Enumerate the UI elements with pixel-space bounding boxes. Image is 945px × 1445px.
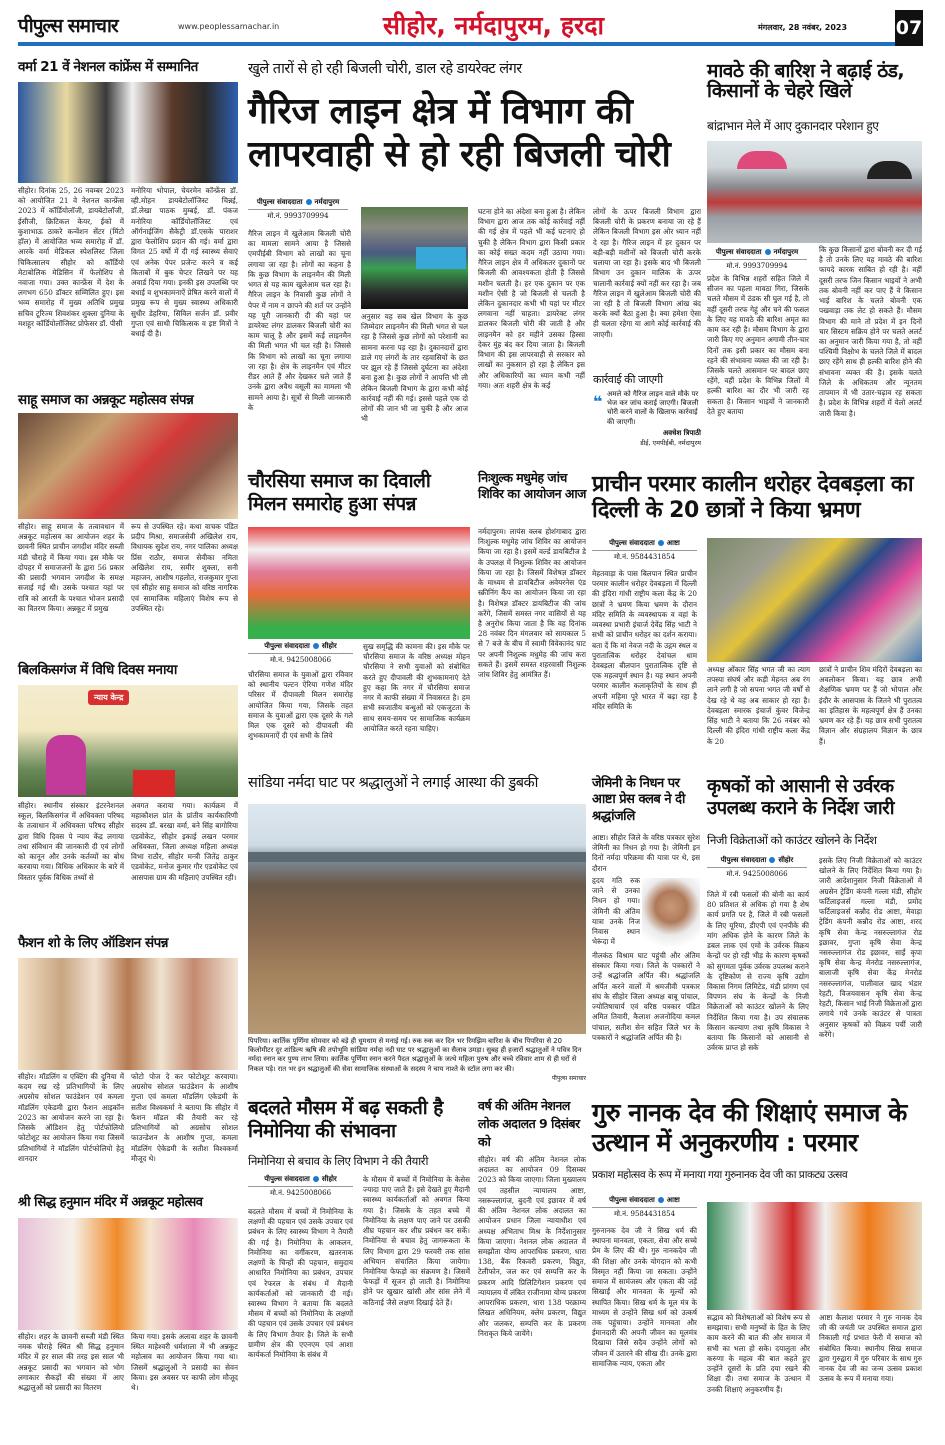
page-number: 07 [895,10,923,46]
story-chaurasia [248,470,470,770]
byline-name: पीपुल्स संवाददाता [715,248,762,256]
body-col-2: फोटो पोज दे कर फोटोशूट करवाया। अग्रसोच सोशल फाउंडेशन के आशीष गुप्ता एवं कमला मॉडलिंग एकेडमी के सतीश विश्वकर्मा ने बताया कि सीहोर में फैशन मॉडल की तैयारी कर रहे प्रतिभागियों को अग्रसोच सोशल फाउन्डेशन के आशीष गुप्ता, कमला मॉडलिंग ऐकेडमी के सतीश विश्वकर्मा मौजूद थे। [131,1072,238,1163]
byline-name: पीपुल्स संवाददाता [264,1175,310,1183]
story-fashion [18,936,238,1191]
mobile-number: मो.नं. 9425008066 [726,870,788,878]
mobile-number: मो.नं. 9584431854 [613,1210,676,1218]
body-col-1: नर्मदापुरम। लायंस क्लब होशंगाबाद द्वारा निःशुल्क मधुमेह जांच शिविर का आयोजन किया जा रहा है। इसमें वर्ल्ड डायबिटीज डे के उपलक्ष में निशुल्क शिविर का आयोजन किया जा रहा है। जिसमें विशेषज्ञ डॉक्टर के माध्यम से डायबिटीज अवेयरनेस एंड स्क्रीनिंग कैंप का आयोजन किया जा रहा है। विशेषज्ञ डॉक्टर डायबिटीज की जांच करेंगे, जिसमें समस्त नगर वासियों से यह है अनुरोध किया जाता है कि वह दिनांक 28 नवंबर दिन मंगलवार को सायकाल 5 से 7 बजे के बीच में स्वामी विवेकानंद घाट पर अपनी निशुल्क मधुमेह की जांच करा सकते हैं। इसमें समस्त शहरवासी निशुल्क जांच शिविर हेतु आमंत्रित हैं। [478,527,586,680]
byline-name: पीपुल्स संवाददाता [264,642,310,650]
dot-icon [769,857,775,863]
byline-place: नर्मदापुरम [773,248,799,256]
box-name: अवधेश त्रिपाठी [662,429,701,438]
byline [592,539,697,551]
headline: प्राचीन परमार कालीन धरोहर देवबड़ला का दिल्ली के 20 छात्रों ने किया भ्रमण [592,472,914,524]
byline [707,856,807,868]
dot-icon [765,249,771,255]
mobile-number: मो.नं. 9584431854 [613,553,676,561]
dot-icon [306,199,312,205]
body-side: हृदय गति रुक जाने से उनका निधन हो गया। जेमिनी की अंतिम यात्रा उनके निज निवास स्थान भेरूंदा में [592,876,640,947]
headline: गैरिज लाइन क्षेत्र में विभाग की लापरवाही से हो रही बिजली चोरी [248,91,671,176]
photo-students-group [707,538,922,662]
body-col-2: किया गया। इसके अलावा शहर के छावनी स्थित माहेश्वरी धर्मशाला में भी अन्नकूट महोत्सव का आयोजन किया गया था। जिसमें श्रद्धालुओं ने प्रसादी का सेवन किया। इस अवसर पर काफी लोग मौजूद थे। [131,1332,238,1393]
body-col-1: सीहोर। स्थानीय संस्कार इंटरनेशनल स्कूल, बिलकिसगंज में अधिवक्ता परिषद के तत्वाधान में अधिवक्ता परिषद सीहोर द्वारा विधि दिवस पे न्याय केंद्र लगाया तथा संविधान की जानकारी दी एवं लोगों को कानून और उनके कर्तव्यों का बोध करवाया गया। विधिक अधिकार के बारे में विस्तार पूर्वक विधिक तथ्यों से [18,801,124,882]
byline [248,642,353,654]
body-col-4: लोगों के ऊपर बिजली विभाग द्वारा बिजली चोरी के प्रकरण बनाया जा रहे हैं लेकिन बिजली विभाग इस ओर ध्यान नहीं दे रहा है। गैरिज लाइन में हर दुकान पर बड़ी-बड़ी मशीनों को बिजली चोरी करके चलाया जा रहा है। इसके बाद भी बिजली विभाग उन दुकान मालिक के ऊपर चालानी कार्रवाई क्यों नहीं कर रहा है। जब गैरिज लाइन में खुलेआम बिजली चोरी की जा रही है तो बिजली विभाग आंख बंद करके क्यों बैठा हुआ है। क्या हमेशा ऐसा ही चलता रहेगा या आगे कोई कार्रवाई की जाएगी। [593,207,701,339]
story-hanuman [18,1196,238,1426]
photo-diwali-milan [248,527,470,639]
headline: वर्ष की अंतिम नेशनल लोक अदालत 9 दिसंबर को [478,1098,580,1150]
body-col-2: कि कुछ किसानों द्वारा बोवनी कर दी गई है तो उनके लिए यह मावठे की बारिश फायदे कारक साबित हो रही है। वहीं दूसरी तरफ जिन किसान भाइयों ने अभी तक बोवनी नहीं कर पाए हैं वे किसान भाई बारिश के चलते बोवनी एक पखवाड़ा तक लेट हो सकते हैं। मौसम विभाग की माने तो प्रदेश में इन दिनों चार सिस्टम सक्रिय होने पर चलते अलर्ट का अनुमान जारी किया गया है, तो वहीं पश्चिमी विक्षोभ के चलते जिले में बादल छाए रहेंगे साथ ही हल्की बारिश होने की संभावना व्यक्त की है। इसके चलते जिले के अधिकतम और न्यूनतम तापमान में भी उतार-चढ़ाव रह सकता है। प्रदेश के विभिन्न शहरों में येलो अलर्ट जारी किया है। [819,245,922,418]
body-col-3: छात्रों ने प्राचीन शिव मंदिरों देवबड़ला का अवलोकन किया। यह छात्र अभी शैक्षणिक भ्रमण पर हैं जो भोपाल और इंदौर के आसपास के जितने भी पुरातत्व का इतिहास के महत्वपूर्ण क्षेत्र हैं उनका भ्रमण कर रहे हैं। यह छात्र सभी पुरातत्व विज्ञान और संग्रहालय विज्ञान के छात्र हैं। [819,665,922,746]
byline-name: पीपुल्स संवाददाता [720,856,767,864]
subhead: बांद्राभान मेले में आए दुकानदार परेशान हुए [707,119,879,133]
photo-narmada-ghat-crowd [248,804,586,1034]
story-mawthe [707,62,922,467]
byline-place: सीहोर [321,1175,337,1183]
body-col-1: सीहोर। मॉडलिंग व एक्टिंग की दुनिया में कदम रख रहे प्रतिभागियों के लिए अग्रसोच सोशल फाउंडेशन एवं कमला मॉडलिंग एकेडमी द्वारा फैशन आइकॉन 2023 का आयोजन करने जा रहा है। जिसके ऑडिशन हेतु पोर्टफोलियो फोटोशूट का आयोजन किया गया जिसमें प्रतिभागियों ने मॉडलिंग पोर्टफोलियो हेतु शानदार [18,1072,124,1163]
byline-block [592,539,697,562]
photo-rain-fair [707,141,922,243]
headline: साहू समाज का अन्नकूट महोत्सव संपन्न [18,392,194,408]
story-sandiya [248,776,586,1086]
body-col-2: मनोरिया भोपाल, चेयरमेन कॉन्फ्रेंस डॉ. व्ही.मोहन डायबेटोलॉजिस्ट चिन्नई, डॉ.लेखा पाठक मुम्बई, डॉ. पंकज मनोरिया कॉर्डियोलॉजिस्ट एवं ऑर्गनाईजिंग सैकेट्री डॉ.एसके पाराशर द्वारा फेलोशिप प्रदान की गई। वर्मा द्वारा विगत 25 वर्षो में दी गई स्वास्थ्य सेवाएं एवं अनेक पेपर प्रजेन्ट करने व कई किताबों में बुक चेप्टर लिखने पर यह अवार्ड दिया गया। इनकी इस उपलब्धि पर बधाई व शुभकामनाऐं प्रेषित करने वालों में प्रमुख रूप से मुख्य स्वास्थ्य अधिकारी सुधीर डेहरिया, सिविल सर्जन डॉ. प्रवीर गुप्ता एवं साथी चिकित्सक व इष्ट मित्रों ने बधाई दी है। [131,186,238,339]
photo-annakoot [18,413,238,519]
photo-credit: पीपुल्स समाचार [549,1074,586,1082]
dot-icon [658,540,664,546]
story-gurunanak [592,1098,922,1418]
byline-block [592,1196,697,1219]
photo-banner: न्याय केन्द्र [88,690,129,705]
body-col-2: अध्यक्ष ओंकार सिंह भगत जी का त्याग तपस्या संघर्ष और कड़ी मेहनत अब रंग लाने लगी है जो सपना भगत जी वर्षों से देख रहे थे वह अब साकार हो रहा है। देवबड़ला स्मारक इंचार्ज कुंवर विजेन्द्र सिंह भाटी ने बताया कि 26 नवंबर को दिल्ली की इंदिरा गांधी राष्ट्रीय कला केंद्र के 20 [707,665,810,746]
subhead: निमोनिया से बचाव के लिए विभाग ने की तैयारी [248,1154,428,1168]
story-urvarak [707,776,922,1091]
mobile-number: मो.नं. 9993709994 [726,262,788,270]
mobile-number: मो.नं. 9425008066 [269,656,332,664]
headline: फैशन शो के लिए ऑडिशन संपन्न [18,935,168,951]
umbrella [867,161,912,179]
mobile-number: मो.नं. 9425008066 [269,1189,332,1197]
box-quote: अमले को गैरिज लाइन वाले मौके पर भेज कर जांच कराई जाएगी। बिजली चोरी करने वालों के खिलाफ कार्रवाई की जाएगी। [607,389,699,426]
byline-name: पीपुल्स संवाददाता [609,539,655,547]
headline: सांडिया नर्मदा घाट पर श्रद्धालुओं ने लगाई आस्था की डुबकी [248,775,538,791]
umbrella [737,151,787,169]
body-top: आष्टा। सीहोर जिले के वरिष्ठ पत्रकार सुरेश जेमिनी का निधन हो गया है। जेमिनी इन दिनों नर्मदा परिक्रमा की यात्रा पर थे, इस दौरान [592,833,700,873]
body-bottom: नीलकंठ विश्राम घाट पहुंची और अंतिम संस्कार किया गया। जिले के पत्रकारों ने उन्हें श्रद्धांजलि अर्पित की। श्रद्धांजलि अर्पित करने वालों में श्रमजीवी पत्रकार संघ के सीहोर जिला अध्यक्ष बाबू पांचाल, ज्योतिषाचार्य एवं वरिष्ठ पत्रकार पंडित अमित तिवारी, कैलाश अजनोदिया कमल पांचाल, सतीश सेन सहित जिले भर के पत्रकारों ने श्रद्धांजलि अर्पित की है। [592,951,700,1042]
body-col-2: सुख समृद्धि की कामना की। इस मौके पर चौरसिया समाज के वरिष्ठ अध्यक्ष मोहन चौरसिया ने सभी युवाओं को संबोधित करते हुए दीपावली की शुभकामनाएं देते हुए कहा कि नगर में चौरसिया समाज नगर में काफी संख्या में निवासरत है। हम सभी स्वजातीय बन्धुओं को एकजुटता के साथ समय-समय पर सामाजिक कार्यक्रम आयोजित करते रहना चाहिए। [363,642,470,733]
website[interactable]: www.peoplessamachar.in [178,22,280,31]
box-designation: डीई, एमपीईबी, नर्मदापुरम [640,439,701,448]
body-col-1: सीहोर। वर्ष की अंतिम नेशनल लोक अदालत का आयोजन 09 दिसम्बर 2023 को किया जाएगा। जिला मुख्यालय एवं तहसील न्यायालय आष्टा, नसरूल्लागंज, बुदनी एवं इछावर में वर्ष की अंतिम नेशनल लोक अदालत का आयोजन प्रधान जिला न्यायाधीश एवं अध्यक्ष अभिताभ मिश्र के निर्देशानुसार किया जाएगा। नेशनल लोक अदालत में समझौता योग्य आपराधिक प्रकरण, धारा 138, बैंक रिकवरी प्रकरण, विद्युत, टेलीफोन, जल कर एवं सम्पत्ति कर के प्रकरण आदि प्रिलिटिगेशन प्रकरण एवं न्यायालय में लंबित राजीनामा योग्य प्रकरण आपराधिक प्रकरण, धारा 138 परक्राम्य लिखत अधिनियम, क्लेम प्रकरण, विद्युत और जलकर, सम्पत्ति कर के प्रकरण निराकृत किये जायेंगे। [478,1155,586,1338]
byline-block [707,856,807,879]
dot-icon [658,1197,664,1203]
byline-place: नर्मदापुरम [314,198,340,206]
byline-block [248,642,353,665]
headline: जेमिनी के निधन पर आष्टा प्रेस क्लब ने दी श्रद्धांजलि [592,776,685,824]
logo[interactable]: पीपुल्स समाचार [18,15,118,37]
story-verma [18,60,238,390]
byline-name: पीपुल्स संवाददाता [256,198,303,206]
headline: गुरु नानक देव की शिक्षाएं समाज के उत्थान में अनुकरणीय : परमार [592,1098,907,1157]
story-bilkis [18,663,238,933]
photo-audition [18,958,238,1070]
body-col-1: सीहोर। साहू समाज के तत्वावधान में अन्नकूट महोत्सव का आयोजन शहर के छावनी स्थित प्राचीन जगदीश मंदिर सब्जी मंडी चौराहे में किया गया। इस मौके पर दोपहर में समाजजनों के द्वारा 56 प्रकार की प्रसादी भगवान जगदीश के समक्ष सजाई गई थी। उसके पश्चात यहां पर रात्रि को आरती के पश्चात भोजन प्रसादी का वितरण किया। अन्नकूट में प्रमुख [18,522,124,613]
kicker: खुले तारों से हो रही बिजली चोरी, डाल रहे डायरेक्ट लंगर [248,61,522,77]
action-box [593,374,701,466]
body-col-1: जिले में रबी फसलों की बोनी का कार्य 80 प्रतिशत से अधिक हो गया है शेष कार्य प्रगति पर है, जिले में रबी फसलों के लिए यूरिया, डीएपी एवं एनपीके की मांग अधिक होने के कारण जिले के डबल लाक एवं एमो के उर्वरक विक्रय केन्द्रों पर हो रही भीड़ के कारण कृषकों को सुगमता पूर्वक उर्वरक उपलब्ध कराने के दृष्टिकोण से राज्य कृषि उद्योग विकास निगम लिमिटेड, मंडी प्रांगण एवं विपणन संघ के केन्द्रों के निजी विक्रेताओं को काउंटर खोलने के लिए निर्देशित किया गया है। उप संचालक किसान कल्याण तथा कृषि विकास ने बताया कि किसानों को आसानी से उर्वरक प्राप्त हो सके [707,890,809,1053]
photo-shop-meter [361,207,468,309]
byline-block [248,1175,353,1198]
headline: बदलते मौसम में बढ़ सकती है निमोनिया की संभावना [248,1097,443,1142]
headline: निःशुल्क मधुमेह जांच शिविर का आयोजन आज [478,470,586,502]
body-col-2: अवगत कराया गया। कार्यक्रम में महाकौशल प्रांत के प्रांतीय कार्यकारिणी सदस्य डॉ. बरखा वर्मा, बने सिंह बागोरिया एडवोकेट, सीहोर इकाई लखन परमार अधिवक्ता, जिला अध्यक्ष महिला अध्यक्ष विभा राठौर, सीहोर मन्त्री जितेंद्र ठाकुर एडवोकेट, मनोज कुमार गौर एडवोकेट एवं आसपास ग्राम की महिलाएं उपस्थित रही। [131,801,238,882]
body-col-1: सीहोर। दिनांक 25, 26 नवम्बर 2023 को आयोजित 21 वे नेशनल कान्फ्रेंस 2023 में कॉर्डियोलॉजी, डायबेटोलॉजी, ईसीजी, क्रिटिकल केयर, ईको में कुशाभाऊ ठाकरे कन्वेंशन सेंटर (मिंटो हॉल) में आयोजित भव्य समारोह में डॉ. आरके वर्मा मेडिकल स्पेशलिस्ट जिला चिकित्सालय सीहोर को कॉर्डियो मेटाबोलिक मेडिसिन में फेलोशिप से नवाजा गया। उक्त कान्फ्रेंस में देश के लगभग 650 डॉक्टर सम्मिलित हुए। इस भव्य समारोह में मुख्य अतिथि प्रमुख सचिव टूरिज्म शिवशंकर शुक्ला दुनिया के मशहूर कॉर्डियोलॉजिस्ट प्रोफेसर डॉ. पीसी [18,186,124,328]
byline [592,1196,697,1208]
body-col-3: आष्टा कैलाश परमार ने गुरु नानक देव जी की जयंती पर उपस्थित समाज द्वारा निकाली गई प्रभात फेरी में समाज को संबोधित किया। स्थानीय सिख समाज द्वारा गुरुद्वारा में गुरु परिवार के साथ गुरु नानक देव जी का जन्म उत्सव प्रकाश उत्सव के रूप में मनाया गया। [819,1313,922,1384]
subhead: निजी विक्रेताओं को काउंटर खोलने के निर्देश [707,833,877,847]
figure-pink [46,735,86,795]
photo-temple [18,1218,238,1330]
date: मंगलवार, 28 नवंबर, 2023 [758,23,848,32]
story-devbadla [592,472,922,772]
body-col-1: बदलते मौसम में बच्चों में निमोनिया के लक्षणों की पहचान एवं उसके उपचार एवं प्रबंधन के लिए स्वास्थ्य विभाग ने तैयारी की गई है। निमोनिया के आकलन, निमोनिया का वर्गीकरण, खतरनाक लक्षणों के चिन्हों की पहचान, समुदाय आधारित निमोनिया का प्रबंधन, उपचार एवं रेफरल के संबंध में मैदानी कार्यकर्ताओं को जानकारी दी गई। स्वास्थ्य विभाग ने बताया कि बदलते मौसम में बच्चों को निमोनिया के लक्षणों की पहचान एवं उसके उपचार एवं प्रबंधन के लिए विभाग तैयार है। जिले के सभी ग्रामीण क्षेत्र की एएनएम एवं आशा कार्यकर्ता निमोनिया के संबंध में [248,1207,353,1360]
body-col-3: घटना होने का अंदेशा बना हुआ है। लेकिन विभाग द्वारा आज तक कोई कार्रवाई नहीं की गई क्षेत्र में पहले भी कई घटनाएं हो चुकी है लेकिन विभाग द्वारा किसी प्रकार का कोई सख्त कदम नहीं उठाया गया। गैरिज लाइन क्षेत्र में अधिकतर दुकानों पर बिजली की आवश्यकता होती है जिससे मशीन चलती है। हर एक दुकान पर एक मशीन ऐसी है जो बिजली से चलती है लेकिन दुकानदार कभी भी यहां पर मीटर लगवाना नहीं चाहता। डायरेक्ट लंगर डालकर बिजली चोरी की जाती है और लाइनमैन को हर महीने उसका हिस्सा देकर मुंह बंद कर दिया जाता है। बिजली विभाग की इस लापरवाही से सरकार को लाखों का नुकसान हो रहा है लेकिन इस और अधिकारियों का ध्यान कभी नहीं गया। अतः शहरी क्षेत्र के कई [478,207,585,390]
masthead-rule [18,42,895,46]
body-col-2: अनुसार यह सब खेल विभाग के कुछ जिम्मेदार लाइनमैन की मिली भगत से चल रहा है जिससे कुछ लोगों को परेशानी का सामना करना पड़ रहा है। दुकानदारों द्वारा डाले गए लंगरों के तार रहवासियों के छत पर झूल रहे हैं जिससे दुर्घटना का अंदेशा बना हुआ है। कुछ लोगों ने आपत्ति भी ली लेकिन बिजली विभाग के द्वारा कभी कोई कार्रवाई नहीं की गई। इससे पहले एक दो लोगों की जान भी जा चुकी है और आज भी [361,312,468,424]
body-col-2: इसके लिए निजी विक्रेताओं को काउंटर खोलने के लिए निर्देशित किया गया है। जारी आदेशानुसार निजी विक्रेताओं में अग्रसेन ट्रेडिंग कंपनी गल्ला मंडी, सीहोर फर्टिलाइजर्स गल्ला मंडी, प्रमोद फर्टिलाइजर्स कन्नौद रोड आष्टा, मेवाड़ा ट्रेडिंग कंपनी कन्नौद रोड आष्टा, शरद कृषि सेवा केन्द्र नसरुल्लागंज रोड इछावर, गुप्ता कृषि सेवा केन्द्र नसरुल्लागंज रोड इछावर, साईं कृपा कृषि सेवा केन्द्र मेनरोड नसरुल्लागंज, बालाजी कृषि सेवा केंद्र मेनरोड नसरुल्लागंज, पालीवाल खाद भंडार रेहटी, विजयवासन कृषि सेवा केन्द्र रेहटी, किसान भाई निजी विक्रेताओं द्वारा लगाये गये उनके काउंटर से पात्रता अनुसार कृषकों को विक्रय पर्ची जारी करेंगे। [819,856,922,1039]
box-title: कार्रवाई की जाएगी [593,373,663,386]
edition-title: सीहोर, नर्मदापुरम, हरदा [383,11,604,40]
photo-prakash-utsav [707,1202,922,1310]
dot-icon [313,1176,319,1182]
chair-red [133,770,175,797]
byline-place: आष्टा [666,539,680,547]
story-pneumonia [248,1097,470,1417]
mobile-number: मो.नं. 9993709994 [267,212,329,220]
body-col-2: सद्भाव को विशेषताओं को विशेष रूप से समझाया। सभी मनुष्यों के हित के लिए काम करने की बात की और समाज में सभी का भला हो सके। दयालुता और करुणा के महत्व की बात कहते हुए उन्होंने दूसरों के प्रति दया रखने की शिक्षा दी। तथा समाज के उत्थान में उनकी शिक्षाएं अनुकरणीय हैं। [707,1313,810,1394]
headline: मावठे की बारिश ने बढ़ाई ठंड, किसानों के चेहरे खिले [707,60,905,102]
byline-block [707,248,807,271]
byline-block [248,198,348,221]
body-col-2: के मौसम में बच्चों में निमोनिया के केसेस ज्यादा पाए जाते हैं। इसे देखते हुए मैदानी स्वास्थ्य कार्यकर्ताओं को अवगत किया गया है। जिसके के तहत बच्चे में निमोनिया के लक्षण पाए जाने पर उसकी शीघ्र पहचान कर शीघ्र प्रबंधन कर सकें। निमोनिया से बचाव हेतु जागरूकता के लिए विभाग द्वारा 29 फरवरी तक सांस अभियान संचालित किया जायेगा। निमोनिया फेफड़ो का संक्रमण है। जिसमें फेफड़ों में सूजन हो जाती है। निमोनिया होने पर खुखार खांसी और सांस लेने में कठिनाई जैसे लक्षण दिखाई देते हैं। [363,1175,470,1307]
body-col-2: रूप से उपस्थित रहे। कथा वाचक पंडित प्रदीप मिश्रा, समाजसेवी अखिलेश राय, विधायक सुदेश राय, नगर पालिका अध्यक्ष प्रिंस राठौर, समाज सेवीका नमिता अखिलेश राय, समीर शुक्ला, सनी महाजन, आशीष गहलोत, राजकुमार गुप्ता एवं सीहोर साहू समाज को वरिष्ठ नागरिक एवं सामाजिक महिलाएं विशेष रूप से उपस्थित रहे। [131,522,238,613]
byline-place: आष्टा [666,1196,680,1204]
byline-place: सीहोर [321,642,337,650]
shop-board [416,247,466,269]
body-col-1: सीहोर। शहर के छावनी सब्जी मंडी स्थित नमक चौराहे स्थित श्री सिद्ध हनुमान मंदिर में हर साल की तरह इस साल भी अन्नकूट प्रसादी का भगवान को भोग लगाकार सैकड़ों की संख्या में आए श्रद्धालुओं को प्रसादी का वितरण [18,1332,124,1393]
story-lokadalat [478,1097,586,1417]
byline-place: सीहोर [778,856,794,864]
headline: वर्मा 21 वें नेशनल कांफ्रेंस में सम्मानित [18,59,198,75]
byline [707,248,807,260]
body-col-1: चौरसिया समाज के युवाओं द्वारा रविवार को स्थानीय पल्टन ऐरिया गणेश मंदिर परिसर में दीपावली मिलन समारोह आयोजित किया गया, जिसके तहत समाज के युवाओं द्वारा एक दूसरे के गले मिल एक दूसरे को दीपावली की शुभकामनाऐं दी एवं सभी के लिये [248,670,353,741]
story-garrison [248,62,701,467]
photo-suresh-jemini [642,878,700,950]
photo-nyay-kendra [18,685,238,797]
headline: कृषकों को आसानी से उर्वरक उपलब्ध कराने के निर्देश जारी [707,776,895,820]
headline: श्री सिद्ध हनुमान मंदिर में अन्नकूट महोत्सव [18,1195,203,1210]
body-col-1: मेहतवाड़ा के पास बिलपान स्थित प्राचीन परमार कालीन धरोहर देवबड़ला में दिल्ली की इंदिरा गांधी राष्ट्रीय कला केंद्र के 20 छात्रों ने भ्रमण किया भ्रमण के दौरान मंदिर समिति के व्यवस्थापक व वहां के व्यवस्था प्रभारी इंचार्ज देवेंद्र सिंह भाटी ने सभी को प्राचीन धरोहर का दर्शन कराया। बता दें कि मां नेवज नदी के उद्गम स्थल व पुरातात्विक धरोहर देवांचल धाम देवबड़ला बीलपान पुरातात्विक दृष्टि से एक महत्वपूर्ण स्थान है। यह स्थान अपनी परमार कालीन कलाकृतियों के साथ ही अपनी महिमा पूरे भारत में बढ़ा रहा है मंदिर समिति के [592,569,697,711]
quote-icon: ❝ [593,392,603,411]
byline [248,198,348,210]
headline: बिलकिसगंज में विधि दिवस मनाया [18,662,177,678]
dot-icon [313,643,319,649]
body-col-1: गुरुनानक देव जी ने सिख धर्म की स्थापना मानवता, एकता, सेवा और सच्चे प्रेम के लिए की थी। गुरु नानकदेव जी की शिक्षा और उनके योगदान को कभी विस्मृत नहीं किया जा सकता। उन्होंने समाज में सामंजस्य और एकता की जड़ें सिखाईं और मानवता के मूल्यों को स्थापित किया। सिख धर्म के मूल मंत्र के माध्यम से उन्होंने सिख धर्म को उत्कर्ष तक पहुंचाया। उन्होंने मानवता और ईमानदारी की अपनी जीवन का मूलमंत्र दिखाया जिसे सदैव उन्होंने लोगों को जीवन में उतारने की सीख दी। उनके द्वारा सामाजिक न्याय, एकता और [592,1226,697,1368]
byline-name: पीपुल्स संवाददाता [609,1196,655,1204]
photo-caption: पिपरिया। कार्तिक पूर्णिमा सोमवार को बड़े ही धूमधाम से मनाई गई। रुक रुक कर दिन भर रिमझिम बारिश के बीच पिपरिया से 20 किलोमीटर दूर शांडिल्य ऋषि की तपोभूमि सांडिया नर्मदा नदी घाट पर श्रद्धालुओं का सैलाब उमड़ा। सुबह ही हजारों श्रद्धालुओं ने पवित्र दिन नर्मदा स्नान कर पुण्य लाभ लिया। कार्तिक पूर्णिमा स्नान करने पैदल श्रद्धालुओं के जत्थे महिला पुरुष और बच्चे रविवार शाम से ही घरों से निकल पड़े। रात भर इन श्रद्धालुओं की सेवा सामाजिक संस्थाओं के सदस्य ने चाय नाश्ते के स्टॉल लगा कर की। [248,1037,582,1073]
body-col-1: प्रदेश के विभिन्न शहरों सहित जिले में सीजन का पहला मावठा गिरा, जिसके चलते मौसम में ठंडक सी घुल गई है, तो वहीं दूसरी तरफ गेहूं और चने की फसल के लिए यह मावठे की बारिश अमृत का काम कर रही है। मौसम विभाग के द्वारा जारी किए गए अनुमान अगामी तीन-चार दिनों तक इसी प्रकार का मौसम बना रहने की संभावना व्यक्त की जा रही है। जिसके चलते आसमान पर बादल छाए रहेंगे, वहीं प्रदेश के विभिन्न जिलों में हल्की बारिश का दौर भी जारी रह सकता है। किसान भाइयों ने जानकारी देते हुए बताया [707,274,809,416]
headline: चौरसिया समाज का दिवाली मिलन समारोह हुआ संपन्न [248,470,431,515]
photo-award-ceremony [18,82,238,183]
subhead: प्रकाश महोत्सव के रूप में मनाया गया गुरुनानक देव जी का प्राकट्य उत्सव [592,1169,848,1181]
byline [248,1175,353,1187]
masthead [18,8,923,48]
river-bank [248,852,586,862]
body-col-1: गैरिज लाइन में खुलेआम बिजली चोरी का मामला सामने आया है जिससे एमपीईबी विभाग को लाखों का चूना लगाया जा रहा है। लोगों का कहना है कि कुछ विभाग के लाइनमैन की मिली भगत से यह काम खुलेआम चल रहा है। गैरिज लाइन के निवासी कुछ लोगों ने पेपर में नाम न छापने की शर्त पर उन्होंने यह पूरी जानकारी दी की यहां पर डायरेक्ट लंगर डालकर बिजली चोरी का काम चालू है और इसमें कई लाइनमैन की मिली भगत भी चल रही है। जिससे कि विभाग को लाखों का चूना लगाया जा रहा है। क्षेत्र के लाइनमैन एवं मीटर रीडर आते हैं और देखकर चले जाते हैं उनके द्वारा अवैध वसूली का मामला भी सामने आया है। सूत्रों से मिली जानकारी के [248,229,351,412]
story-jemini [592,776,700,1091]
story-diabetes [478,470,586,770]
story-sahu [18,393,238,658]
